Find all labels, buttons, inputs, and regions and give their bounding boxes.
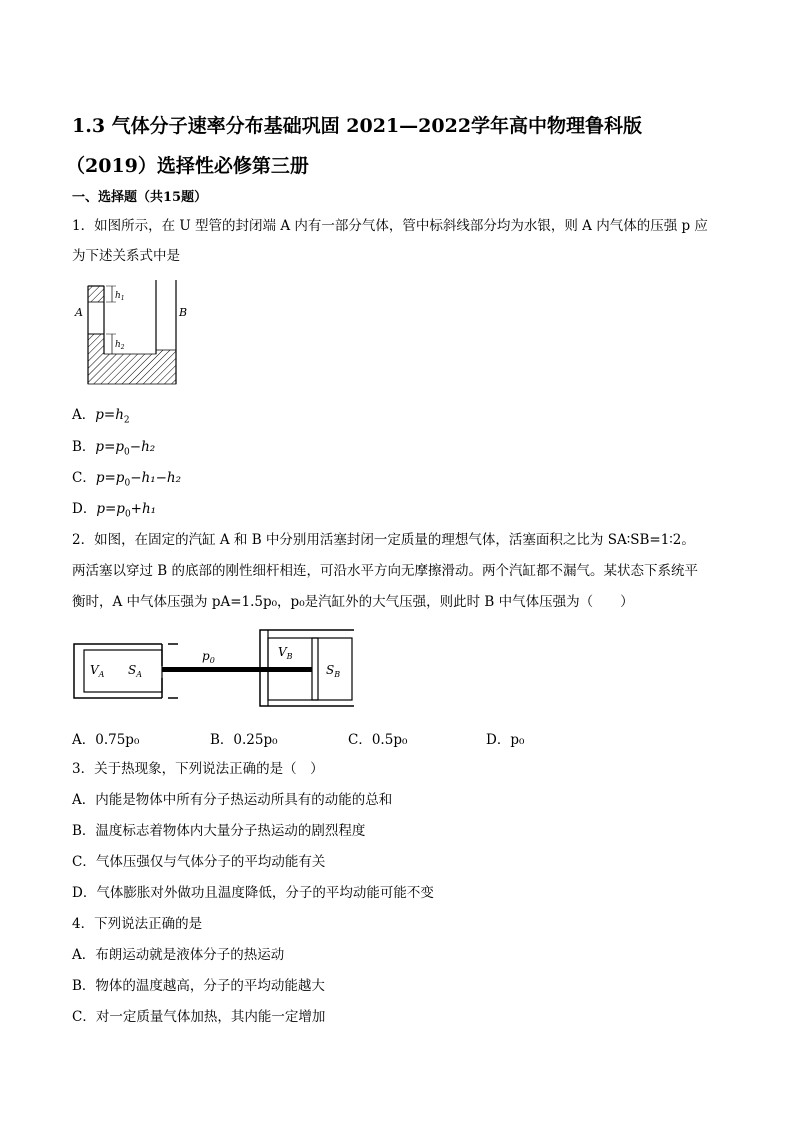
svg-text:SA — [128, 663, 142, 679]
q2-fig-label-VB-sub: B — [286, 652, 293, 661]
q1-fig-label-h2-sub: 2 — [120, 344, 125, 351]
q2-option-a: A．0.75p₀ — [72, 732, 140, 748]
q2-fig-label-VB: V — [278, 645, 287, 659]
q2-fig-label-SA-sub: A — [136, 670, 143, 679]
q1-text-line-2: 为下述关系式中是 — [72, 248, 180, 264]
q1-fig-label-h1: h — [115, 291, 121, 301]
q2-text-line-1: 2．如图，在固定的汽缸 A 和 B 中分别用活塞封闭一定质量的理想气体，活塞面积之比为 SA∶SB=1∶2。 — [72, 532, 695, 548]
q2-fig-label-p0: p — [202, 649, 210, 663]
q2-option-c: C．0.5p₀ — [348, 732, 408, 748]
q2-fig-label-SB-sub: B — [334, 670, 341, 679]
q4-option-a: A．布朗运动就是液体分子的热运动 — [72, 947, 285, 963]
q3-option-b: B．温度标志着物体内大量分子热运动的剧烈程度 — [72, 823, 366, 839]
q3-option-d: D．气体膨胀对外做功且温度降低，分子的平均动能可能不变 — [72, 885, 434, 901]
svg-text:VB — [278, 645, 293, 661]
svg-text:h2 — [115, 340, 125, 351]
q2-option-d: D．p₀ — [486, 732, 525, 748]
q2-fig-label-VA: V — [90, 663, 99, 677]
svg-text:p0 — [202, 649, 215, 665]
svg-text:VA — [90, 663, 105, 679]
q3-option-c: C．气体压强仅与气体分子的平均动能有关 — [72, 854, 326, 870]
q2-fig-label-SA: S — [128, 663, 137, 677]
q4-option-b: B．物体的温度越高，分子的平均动能越大 — [72, 978, 325, 994]
title-line-2: （2019）选择性必修第三册 — [66, 155, 309, 177]
q1-option-d: D．$p=p_0+h_1$ — [72, 501, 157, 520]
q3-text: 3．关于热现象，下列说法正确的是（ ） — [72, 761, 324, 777]
q4-text: 4．下列说法正确的是 — [72, 916, 203, 932]
q1-fig-label-A: A — [75, 306, 83, 319]
q2-cylinders-figure — [72, 626, 362, 708]
document-title — [66, 106, 732, 186]
q4-option-c: C．对一定质量气体加热，其内能一定增加 — [72, 1009, 326, 1025]
title-line-1: 1.3 气体分子速率分布基础巩固 2021—2022学年高中物理鲁科版 — [72, 115, 643, 137]
q1-u-tube-figure — [70, 280, 190, 390]
q1-fig-label-h2: h — [115, 340, 121, 350]
q2-fig-label-VA-sub: A — [98, 670, 105, 679]
q2-text-line-3: 衡时，A 中气体压强为 pA=1.5p₀，p₀是汽缸外的大气压强，则此时 B 中气体压强为（ ） — [72, 594, 634, 610]
q2-fig-label-p0-sub: 0 — [209, 656, 215, 665]
q1-fig-label-B: B — [179, 306, 188, 319]
q1-fig-label-h1-sub: 1 — [120, 295, 125, 302]
q1-option-c: C．$p=p_0-h_1-h_2$ — [72, 470, 182, 489]
q1-text-line-1: 1．如图所示，在 U 型管的封闭端 A 内有一部分气体，管中标斜线部分均为水银，则 A 内气体的压强 p 应 — [72, 218, 708, 234]
q3-option-a: A．内能是物体中所有分子热运动所具有的动能的总和 — [72, 792, 393, 808]
svg-text:SB — [326, 663, 340, 679]
q1-option-b: B．$p=p_0-h_2$ — [72, 439, 156, 458]
section-header: 一、选择题（共15题） — [72, 190, 208, 205]
q1-option-a: A．$p=h_2$ — [72, 407, 130, 426]
q2-text-line-2: 两活塞以穿过 B 的底部的刚性细杆相连，可沿水平方向无摩擦滑动。两个汽缸都不漏气。某状态下系统平 — [72, 563, 699, 579]
q2-option-b: B．0.25p₀ — [210, 732, 278, 748]
q2-fig-label-SB: S — [326, 663, 335, 677]
svg-text:h1 — [115, 291, 125, 302]
